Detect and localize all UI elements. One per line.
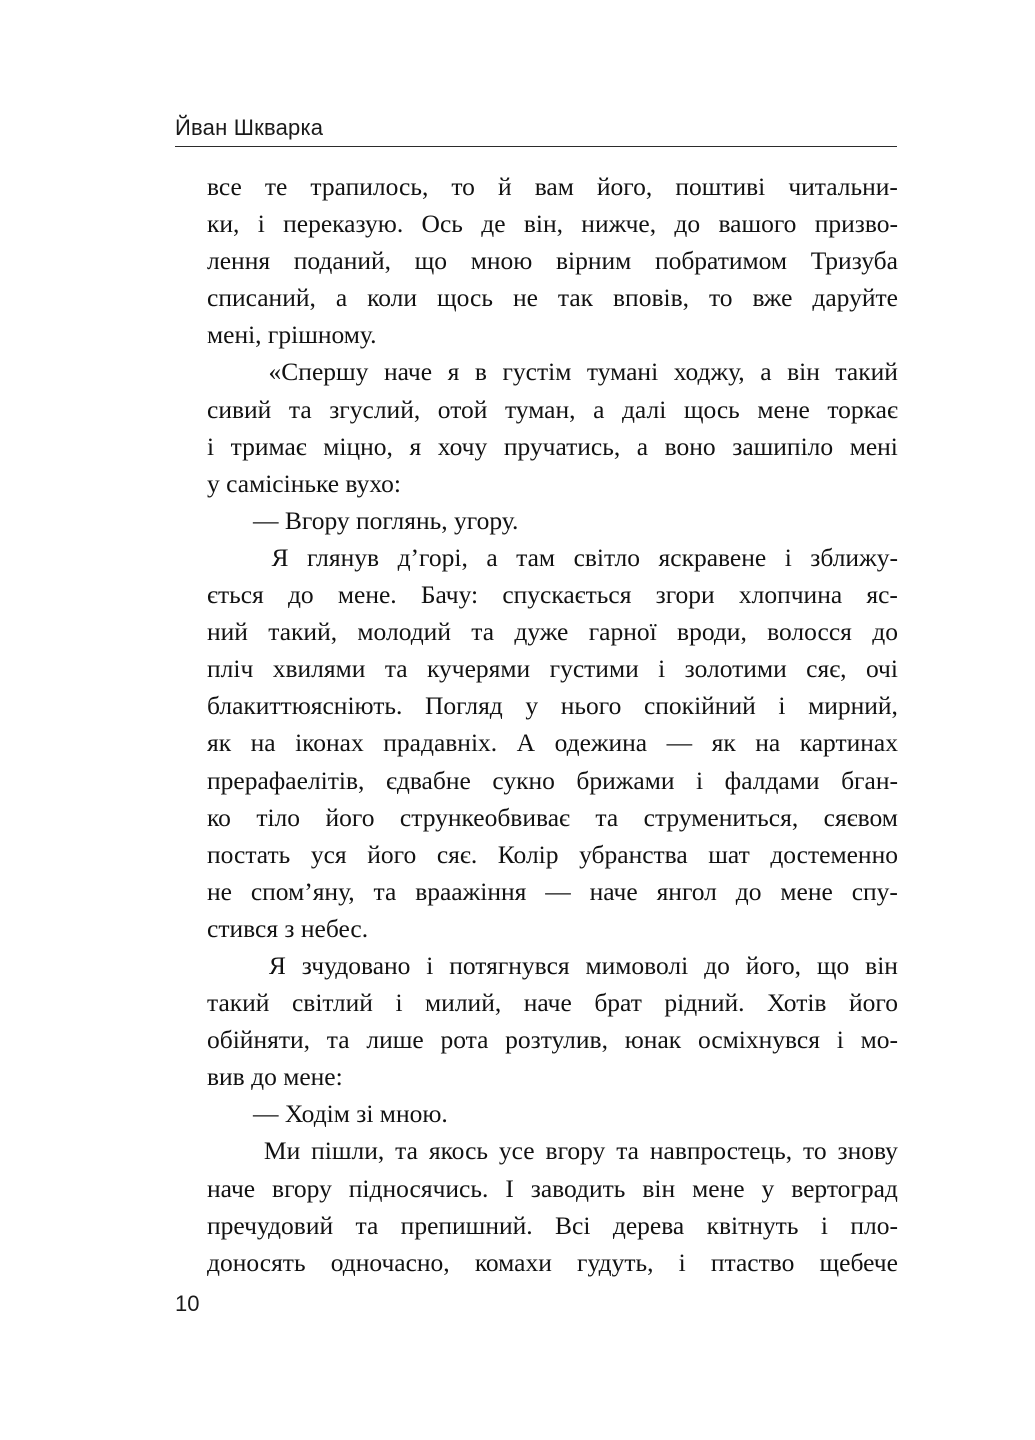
text-line: [207, 687, 898, 724]
text-word: та: [616, 1136, 639, 1166]
text-word: потягнувся: [449, 950, 570, 980]
text-word: й: [497, 172, 512, 201]
text-word: стрункеобвиває: [399, 802, 570, 832]
text-word: і: [207, 431, 215, 461]
text-word: лення: [207, 246, 271, 276]
text-word: світлий: [291, 988, 373, 1018]
paragraph-indent: [207, 539, 253, 576]
text-word: згори: [655, 580, 715, 610]
text-word: списаний,: [207, 283, 316, 313]
text-word: Бачу:: [420, 580, 479, 610]
text-line: [207, 947, 898, 984]
text-word: у: [761, 1173, 775, 1203]
text-word: що: [414, 246, 448, 276]
text-word: такий,: [268, 617, 338, 647]
text-word: д’горі,: [397, 542, 468, 572]
text-word: мене.: [337, 580, 397, 610]
text-word: читальни-: [788, 172, 898, 201]
text-word: торкає: [827, 394, 898, 424]
text-word: до: [674, 209, 701, 239]
text-word: ко: [207, 802, 231, 832]
text-line: у самісіньке вухо:: [207, 468, 401, 498]
text-line: [207, 1021, 898, 1058]
text-word: єдвабне: [385, 765, 471, 795]
text-word: то: [451, 172, 475, 201]
text-word: пліч: [207, 654, 254, 684]
text-word: воно: [664, 431, 716, 461]
text-word: а: [335, 283, 348, 313]
text-line: [207, 836, 898, 873]
text-word: сукно: [492, 765, 555, 795]
text-word: я: [447, 357, 460, 387]
text-word: вповів,: [613, 283, 689, 313]
text-word: —: [666, 728, 693, 758]
text-word: поданий,: [293, 246, 392, 276]
text-word: в: [474, 357, 487, 387]
text-word: ки,: [207, 209, 240, 239]
text-word: ється: [207, 580, 264, 610]
text-word: та: [384, 654, 408, 684]
text-word: Ми: [263, 1136, 301, 1166]
text-line: [207, 1132, 898, 1169]
text-line: [207, 205, 898, 242]
text-word: туман,: [504, 394, 576, 424]
text-word: такий: [207, 988, 270, 1018]
text-line: [207, 1207, 898, 1244]
text-word: одночасно,: [330, 1247, 450, 1277]
text-word: наче: [589, 876, 638, 906]
text-word: на: [755, 728, 781, 758]
text-word: не: [512, 283, 538, 313]
text-word: і: [395, 988, 403, 1018]
text-word: сяє.: [436, 839, 478, 869]
text-word: струмениться,: [643, 802, 799, 832]
text-line: [207, 613, 898, 650]
text-word: світло: [573, 542, 641, 572]
text-word: він: [642, 1173, 676, 1203]
text-word: ний: [207, 617, 248, 647]
text-word: до: [872, 617, 898, 647]
text-word: заводить: [530, 1173, 626, 1203]
text-word: усе: [498, 1136, 535, 1166]
text-word: кучерями: [427, 654, 531, 684]
text-word: і: [678, 1247, 686, 1277]
text-word: і: [784, 542, 792, 572]
text-word: І: [505, 1173, 514, 1203]
text-word: квітнуть: [706, 1210, 799, 1240]
text-word: очі: [865, 654, 898, 684]
text-word: він: [787, 357, 820, 387]
text-word: на: [250, 728, 276, 758]
text-line: вив до мене:: [207, 1062, 343, 1092]
text-word: золотими: [684, 654, 787, 684]
text-word: його: [848, 988, 898, 1018]
text-word: спом’яну,: [250, 876, 355, 906]
text-word: далі: [621, 394, 667, 424]
text-word: так: [557, 283, 594, 313]
paragraph-indent: [207, 947, 253, 984]
text-word: згуслий,: [329, 394, 421, 424]
text-word: Ось: [421, 209, 463, 239]
text-word: убранства: [579, 839, 688, 869]
text-word: Погляд: [425, 691, 503, 721]
text-word: його,: [745, 950, 802, 980]
text-word: пішли,: [311, 1136, 385, 1166]
text-word: і: [257, 209, 265, 239]
text-word: спокійний: [643, 691, 756, 721]
text-word: брат: [594, 988, 642, 1018]
text-word: щебече: [819, 1247, 898, 1277]
text-word: до: [735, 876, 762, 906]
text-line: [207, 762, 898, 799]
text-word: щось: [437, 283, 493, 313]
text-word: наче: [523, 988, 572, 1018]
text-word: підносячись.: [348, 1173, 489, 1203]
running-header-title: Йван Шкварка: [175, 115, 324, 140]
text-word: мене: [757, 394, 810, 424]
text-word: мо-: [860, 1025, 898, 1055]
text-word: обійняти,: [207, 1025, 310, 1055]
running-header: [175, 114, 897, 147]
text-word: знову: [837, 1136, 898, 1166]
text-word: не: [207, 876, 232, 906]
text-word: то: [803, 1136, 827, 1166]
text-word: що: [816, 950, 850, 980]
text-word: тіло: [256, 802, 301, 832]
text-word: вгору: [545, 1136, 606, 1166]
text-word: густім: [502, 357, 572, 387]
text-word: та: [326, 1025, 350, 1055]
text-word: —: [545, 876, 571, 906]
text-word: фалдами: [724, 765, 820, 795]
text-word: гарної: [588, 617, 657, 647]
text-line: [207, 576, 898, 613]
text-word: все: [207, 172, 242, 201]
text-word: мене: [692, 1173, 745, 1203]
text-word: і: [836, 1025, 844, 1055]
text-word: дуже: [514, 617, 569, 647]
text-word: бган-: [841, 765, 898, 795]
text-line: — Ходім зі мною.: [253, 1099, 448, 1129]
text-word: у: [525, 691, 539, 721]
text-word: мирний,: [808, 691, 898, 721]
text-word: пречудовий: [207, 1210, 334, 1240]
text-word: нижче,: [581, 209, 657, 239]
paragraph-indent: [207, 353, 253, 390]
text-word: брижами: [576, 765, 675, 795]
text-word: спу-: [851, 876, 898, 906]
text-line: мені, грішному.: [207, 320, 377, 350]
text-word: такий: [835, 357, 898, 387]
text-word: враажіння: [415, 876, 527, 906]
text-word: поштиві: [675, 172, 766, 201]
text-word: рідний.: [664, 988, 745, 1018]
text-line: [207, 353, 898, 390]
text-word: Хотів: [766, 988, 827, 1018]
text-word: тумані: [586, 357, 659, 387]
text-line: — Вгору поглянь, угору.: [253, 505, 519, 535]
text-word: навпростець,: [649, 1136, 793, 1166]
text-word: щось: [683, 394, 740, 424]
text-word: його: [367, 839, 417, 869]
text-line: [207, 873, 898, 910]
text-word: картинах: [799, 728, 898, 758]
text-word: одежина: [554, 728, 648, 758]
text-word: і: [658, 654, 666, 684]
text-word: осміхнувся: [697, 1025, 820, 1055]
text-word: Тризуба: [810, 246, 898, 276]
text-word: Всі: [555, 1210, 591, 1240]
text-word: пручатись,: [503, 431, 621, 461]
text-word: мною: [470, 246, 533, 276]
text-word: я: [409, 431, 422, 461]
text-word: його,: [596, 172, 653, 201]
text-word: розтулив,: [505, 1025, 608, 1055]
text-word: птаство: [710, 1247, 795, 1277]
text-word: і: [426, 950, 434, 980]
text-word: молодий: [357, 617, 451, 647]
text-word: вам: [534, 172, 574, 201]
text-word: переказую.: [283, 209, 404, 239]
text-word: вгору: [272, 1173, 332, 1203]
text-word: та: [288, 394, 312, 424]
text-word: вже: [752, 283, 793, 313]
text-word: «Спершу: [268, 357, 369, 387]
text-word: Я: [268, 950, 286, 980]
text-word: сяє,: [806, 654, 847, 684]
text-word: його: [325, 802, 375, 832]
body-text-block: [207, 168, 898, 1281]
text-word: та: [395, 1136, 418, 1166]
text-word: препишний.: [400, 1210, 533, 1240]
text-word: янгол: [656, 876, 717, 906]
text-word: іконах: [295, 728, 364, 758]
text-word: шат: [708, 839, 750, 869]
text-line: [207, 724, 898, 761]
text-word: Я: [271, 542, 289, 572]
text-word: як: [207, 728, 232, 758]
text-line: [207, 1244, 898, 1281]
text-line: [207, 799, 898, 836]
text-word: мене: [780, 876, 833, 906]
text-word: та: [373, 876, 397, 906]
text-line: [207, 650, 898, 687]
text-word: хвилями: [272, 654, 366, 684]
text-word: а: [636, 431, 649, 461]
text-line: [207, 242, 898, 279]
text-word: блакиттюясніють.: [207, 691, 403, 721]
text-line: [207, 984, 898, 1021]
text-word: глянув: [307, 542, 380, 572]
text-word: милий,: [425, 988, 502, 1018]
text-word: сяєвом: [823, 802, 898, 832]
text-word: уся: [310, 839, 347, 869]
text-word: тримає: [230, 431, 307, 461]
text-word: дерева: [612, 1210, 685, 1240]
text-word: Колір: [497, 839, 559, 869]
text-word: та: [355, 1210, 379, 1240]
text-word: як: [711, 728, 736, 758]
text-word: постать: [207, 839, 291, 869]
text-word: призво-: [814, 209, 898, 239]
text-word: рота: [440, 1025, 489, 1055]
text-line: [207, 279, 898, 316]
text-word: нього: [560, 691, 622, 721]
text-word: а: [486, 542, 498, 572]
text-word: А: [516, 728, 536, 758]
text-line: [207, 168, 898, 205]
text-word: сивий: [207, 394, 272, 424]
text-word: і: [820, 1210, 828, 1240]
text-word: вашого: [718, 209, 797, 239]
text-word: до: [704, 950, 730, 980]
text-word: пло-: [850, 1210, 898, 1240]
text-word: вірним: [555, 246, 632, 276]
text-word: то: [708, 283, 733, 313]
text-line: стився з небес.: [207, 913, 369, 943]
text-word: а: [593, 394, 605, 424]
text-word: спускається: [502, 580, 632, 610]
text-word: та: [471, 617, 495, 647]
text-word: міцно,: [323, 431, 393, 461]
text-word: прерафаелітів,: [207, 765, 365, 795]
text-word: а: [760, 357, 772, 387]
text-word: і: [696, 765, 704, 795]
text-word: коли: [367, 283, 418, 313]
text-word: він,: [523, 209, 563, 239]
text-word: хочу: [437, 431, 488, 461]
text-word: ходжу,: [673, 357, 745, 387]
text-word: комахи: [474, 1247, 552, 1277]
text-word: отой: [437, 394, 488, 424]
paragraph-indent: [207, 1132, 253, 1169]
text-word: там: [516, 542, 556, 572]
header-rule: [175, 146, 897, 147]
text-word: зашипіло: [732, 431, 834, 461]
text-word: гудуть,: [577, 1247, 654, 1277]
text-word: зближу-: [810, 542, 898, 572]
text-word: де: [481, 209, 506, 239]
text-word: мимоволі: [585, 950, 689, 980]
text-word: трапилось,: [310, 172, 429, 201]
text-word: прадавніх.: [383, 728, 498, 758]
text-word: даруйте: [812, 283, 898, 313]
text-word: достеменно: [770, 839, 898, 869]
text-word: та: [595, 802, 619, 832]
text-word: доносять: [207, 1247, 306, 1277]
text-word: вертоград: [791, 1173, 898, 1203]
text-word: зчудовано: [301, 950, 411, 980]
text-word: волосся: [767, 617, 852, 647]
text-line: [207, 391, 898, 428]
text-word: густими: [549, 654, 639, 684]
text-word: хлопчина: [738, 580, 843, 610]
text-word: яс-: [866, 580, 898, 610]
text-word: те: [264, 172, 288, 201]
text-word: і: [778, 691, 786, 721]
text-word: лише: [366, 1025, 424, 1055]
text-word: наче: [383, 357, 433, 387]
text-word: якось: [428, 1136, 489, 1166]
page-number: 10: [175, 1291, 200, 1316]
text-word: він: [865, 950, 898, 980]
text-word: яскравене: [658, 542, 767, 572]
text-line: [207, 539, 898, 576]
text-word: до: [287, 580, 314, 610]
text-line: [207, 428, 898, 465]
text-word: наче: [207, 1173, 256, 1203]
text-line: [207, 1170, 898, 1207]
text-word: побратимом: [654, 246, 788, 276]
text-word: мені: [849, 431, 898, 461]
text-word: вроди,: [677, 617, 747, 647]
text-word: юнак: [624, 1025, 682, 1055]
